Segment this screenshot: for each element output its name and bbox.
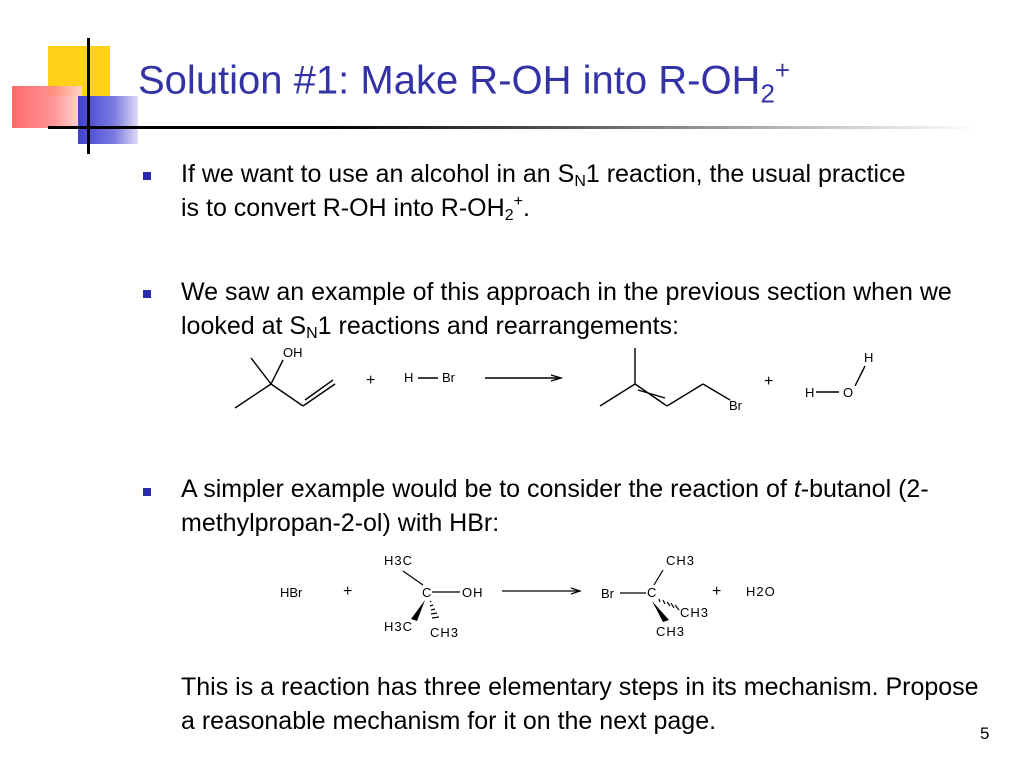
ch3-top-label: CH3	[666, 553, 696, 568]
plus-sign: +	[343, 583, 353, 600]
bullet-marker	[143, 488, 151, 496]
c-center-label: C	[422, 585, 432, 600]
br-label: Br	[601, 586, 614, 601]
plus-sign: +	[764, 373, 774, 390]
c-product-label: C	[647, 585, 657, 600]
bullet-text-2: We saw an example of this approach in the previous section when we looked at $S_N1$ reactions and rearrangements:	[181, 278, 952, 342]
wedge-bond	[411, 600, 425, 621]
closing-text: This is a reaction has three elementary steps in its mechanism. Propose a reasonable mechanism for it on the next page.	[181, 673, 979, 735]
h3c-bottom-label: H3C	[384, 619, 414, 634]
plus-sign: +	[712, 583, 722, 600]
h-label: H	[404, 370, 414, 385]
bullet-text-3: A simpler example would be to consider the reaction of t-butanol (2-methylpropan-2-ol) with HBr:	[181, 475, 929, 537]
slide-title: Solution #1: Make R-OH into $R-OH_2^+$	[138, 55, 791, 109]
bullet-marker	[143, 290, 151, 298]
corner-red-block	[12, 86, 82, 128]
oh-label: OH	[462, 585, 484, 600]
hashed-bond	[430, 601, 439, 618]
product-br-label: Br	[729, 398, 742, 413]
hashed-bond	[659, 599, 679, 610]
page-number: 5	[980, 724, 990, 743]
water-h-label: H	[864, 350, 874, 365]
bullet-marker	[143, 172, 151, 180]
reaction-scheme-rearrangement	[225, 340, 895, 420]
water-o-label: O	[843, 385, 854, 400]
water-h-label: H	[805, 385, 815, 400]
wedge-bond	[652, 601, 669, 622]
hbr-label: HBr	[280, 585, 303, 600]
oh-label: OH	[283, 345, 303, 360]
br-label: Br	[442, 370, 455, 385]
ch3-bottom-label: CH3	[430, 625, 460, 640]
ch3-right-label: CH3	[680, 605, 710, 620]
ch3-low-label: CH3	[656, 624, 686, 639]
h2o-label: H2O	[746, 584, 776, 599]
corner-vertical-line	[87, 38, 90, 154]
title-underline	[48, 126, 978, 129]
bullet-text-1: If we want to use an alcohol in an $S_N1$ reaction, the usual practice is to convert R-OH into $R-OH_2^+$.	[181, 160, 906, 224]
plus-sign: +	[366, 372, 376, 389]
h3c-top-label: H3C	[384, 553, 414, 568]
reaction-scheme-t-butanol	[270, 545, 790, 650]
